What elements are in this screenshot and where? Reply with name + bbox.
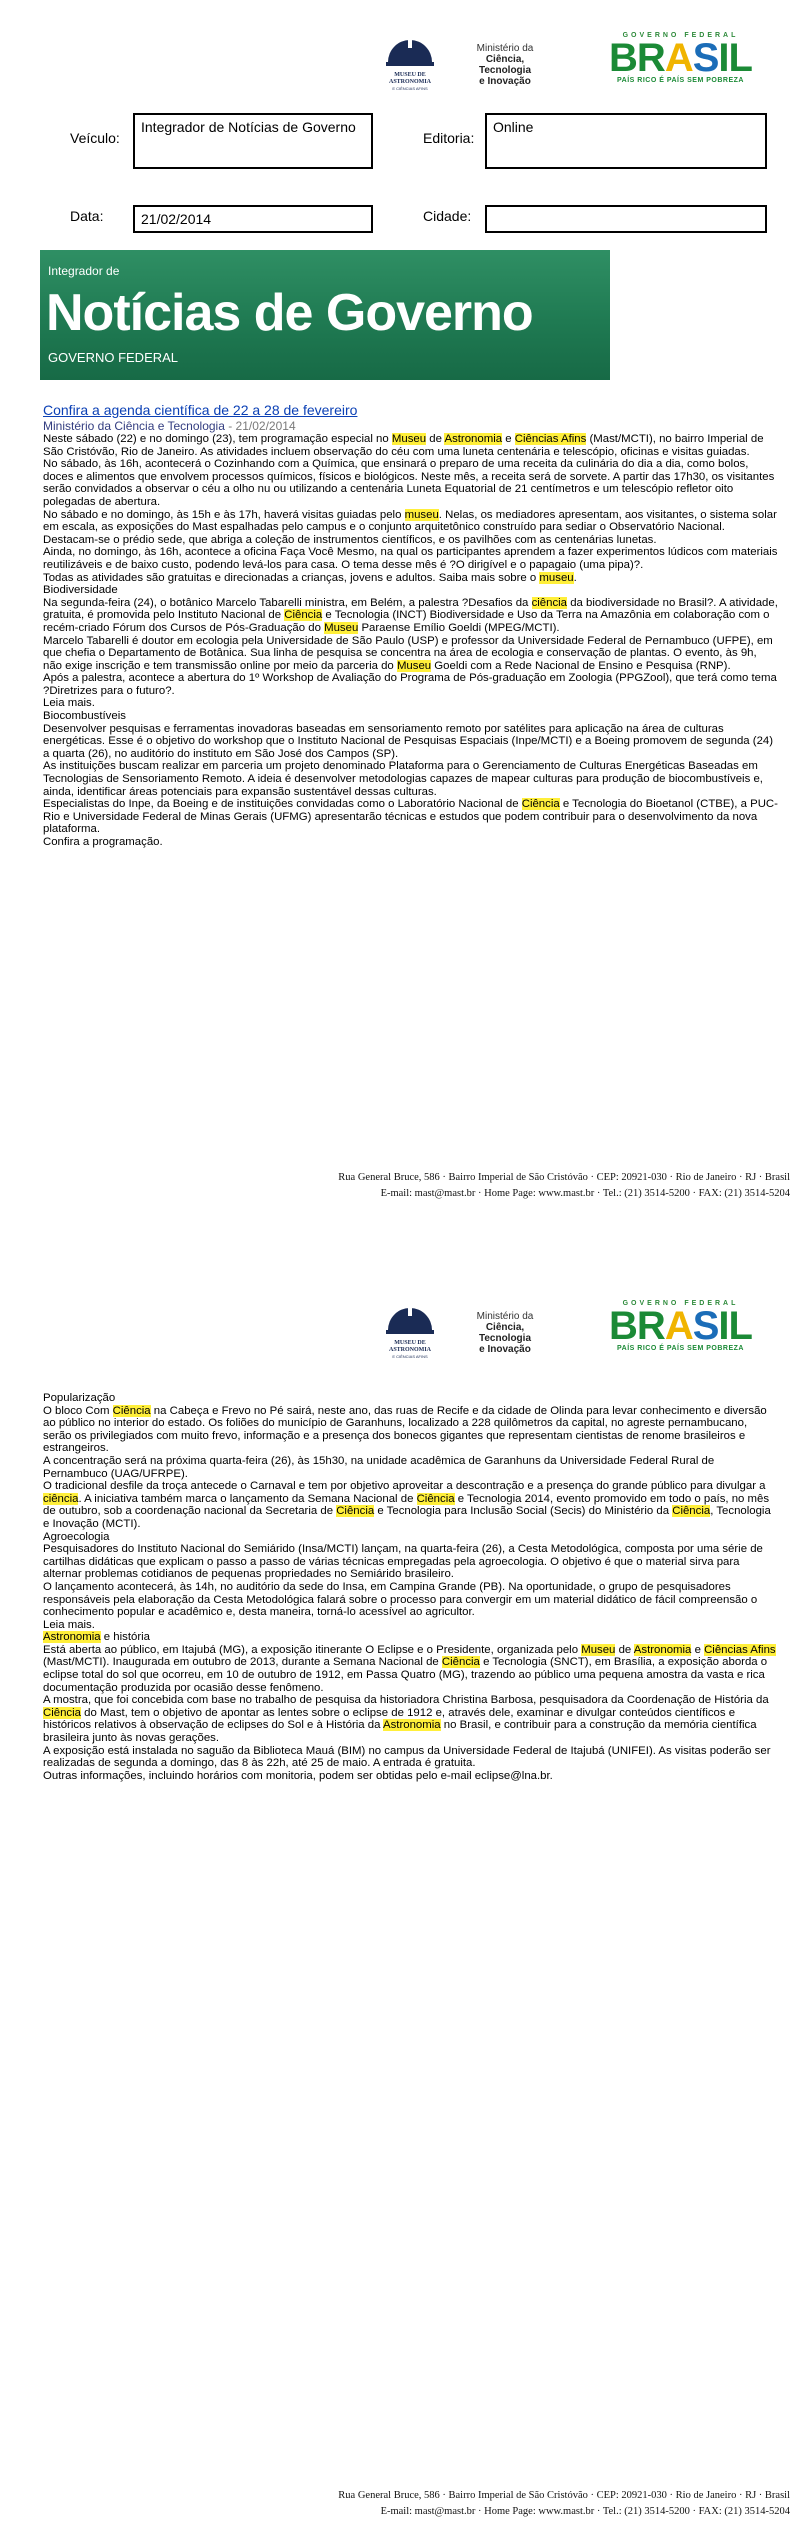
ministry-line2: Ciência, Tecnologia	[478, 54, 532, 76]
highlighted-term: ciência	[531, 596, 568, 609]
letterhead	[0, 1290, 800, 1360]
text-segment: Todas as atividades são gratuitas e direcionadas a crianças, jovens e adultos. Saiba mais sobre o	[43, 571, 540, 584]
mast-name	[378, 1340, 442, 1354]
paragraph	[43, 1770, 778, 1783]
article-page1	[43, 402, 778, 849]
ministry-line1: Ministério da	[476, 43, 534, 54]
text-segment: . A iniciativa também marca o lançamento da Semana Nacional de	[78, 1492, 417, 1505]
paragraph	[43, 1644, 778, 1694]
mast-subtitle: E CIÊNCIAS AFINS	[392, 1354, 428, 1359]
text-segment: Paraense Emílio Goeldi (MPEG/MCTI).	[358, 621, 560, 634]
paragraph	[43, 1480, 778, 1530]
mast-name-line2: ASTRONOMIA	[388, 79, 431, 85]
paragraph	[43, 1543, 778, 1581]
brasil-wordmark: BRASIL	[609, 36, 752, 80]
highlighted-term: Ciência	[112, 1404, 151, 1417]
editoria-label: Editoria:	[423, 130, 475, 146]
text-segment: .	[573, 571, 577, 584]
text-segment: Goeldi com a Rede Nacional de Ensino e Pesquisa (RNP).	[431, 659, 731, 672]
footer-line1: Rua General Bruce, 586 · Bairro Imperial de São Cristóvão · CEP: 20921-030 · Rio de Janeiro · RJ · Brasil	[338, 2490, 790, 2501]
text-segment: A concentração será na próxima quarta-feira (26), às 15h30, na unidade acadêmica de Garanhuns da Universidade Federal Rural de Pernambuco (UAG/UFRPE).	[43, 1454, 715, 1480]
text-segment: e Tecnologia (INCT) Biodiversidade e Uso da Terra na Amazônia em colaboração com o recém-criado Fórum dos Cursos de Pós-Graduação do	[43, 609, 770, 634]
highlighted-term: Museu	[396, 659, 432, 672]
footer-line2: E-mail: mast@mast.br · Home Page: www.mast.br · Tel.: (21) 3514-5200 · FAX: (21) 3514-5204	[380, 2506, 790, 2517]
paragraph	[43, 546, 778, 571]
text-segment: Desenvolver pesquisas e ferramentas inovadoras baseadas em sensoriamento remoto por satélites para aplicação na área de culturas energéticas. Esse é o objetivo do workshop que o Instituto Nacional de Pesquisas Espaciais (Inpe/MCTI) e a Boeing promovem de segunda (24) a quarta (26), no auditório do instituto em São José dos Campos (SP).	[43, 722, 774, 760]
highlighted-term: Ciências Afins	[514, 433, 587, 445]
paragraph	[43, 1745, 778, 1770]
text-segment: Especialistas do Inpe, da Boeing e de instituições convidadas como o Laboratório Nacional de	[43, 798, 522, 811]
text-segment: e história	[100, 1631, 151, 1644]
text-segment: Neste sábado (22) e no domingo (23), tem programação especial no	[43, 433, 392, 445]
highlighted-term: Museu	[324, 621, 359, 634]
text-segment: no Brasil, e contribuir para a construção da memória científica brasileira junto às novas gerações.	[43, 1719, 757, 1745]
ministry-line3: e Inovação	[479, 1344, 531, 1355]
paragraph	[43, 597, 778, 635]
text-segment: na Cabeça e Frevo no Pé sairá, neste ano, das ruas de Recife e da cidade de Olinda para levar conhecimento e diversão ao público no interior do estado. Os foliões do município de Garanhuns, localizado a 228 quilômetros da capital, no agreste pernambucano, serão os privilegiados com muito frevo, informação e a presença dos bonecos gigantes que representam cientistas de renome brasileiros e estrangeiros.	[43, 1404, 767, 1455]
highlighted-term: Ciências Afins	[704, 1643, 776, 1656]
footer-line2: E-mail: mast@mast.br · Home Page: www.mast.br · Tel.: (21) 3514-5200 · FAX: (21) 3514-5204	[380, 1188, 790, 1199]
article-page2	[43, 1392, 778, 1782]
text-segment: Popularização	[43, 1392, 116, 1404]
highlighted-term: Astronomia	[43, 1631, 101, 1644]
text-segment: Ainda, no domingo, às 16h, acontece a oficina Faça Você Mesmo, na qual os participantes aprendem a fazer experimentos lúdicos com materiais reutilizáveis e de baixo custo, podendo levá-los para casa. O tema desse mês é ?O dirigível e o papagaio (uma pipa)?.	[43, 546, 778, 571]
ministry-name	[460, 43, 550, 87]
text-segment: (Mast/MCTI). Inaugurada em outubro de 2013, durante a Semana Nacional de	[43, 1656, 442, 1669]
text-segment: da biodiversidade no Brasil?. A atividade, gratuita, é promovida pelo Instituto Nacional de	[43, 596, 778, 622]
text-segment: e	[502, 433, 515, 445]
paragraph	[43, 433, 778, 458]
paragraph	[43, 1619, 778, 1632]
cidade-field	[485, 205, 767, 233]
paragraph	[43, 1455, 778, 1480]
paragraph	[43, 1694, 778, 1744]
highlighted-term: Astronomia	[444, 433, 503, 445]
text-segment: e	[691, 1643, 705, 1656]
article-body	[43, 433, 778, 849]
text-segment: Marcelo Tabarelli é doutor em ecologia pela Universidade de São Paulo (USP) e professor da Universidade Federal de Pernambuco (UFPE), em que chefia o Departamento de Botânica. Sua linha de pesquisa se concentra na área de ecologia e conservação de plantas. O evento, às 9h, não exige inscrição e tem transmissão online por meio da parceria do	[43, 634, 773, 672]
paragraph	[43, 584, 778, 597]
paragraph	[43, 723, 778, 761]
veiculo-label: Veículo:	[70, 130, 120, 146]
mast-name-line1: MUSEU DE	[394, 1340, 426, 1346]
mast-name-line2: ASTRONOMIA	[388, 1347, 431, 1353]
ministry-line1: Ministério da	[476, 1311, 534, 1322]
paragraph	[43, 798, 778, 836]
highlighted-term: Ciência	[416, 1492, 455, 1505]
gov-top-label: GOVERNO FEDERAL	[622, 1300, 739, 1307]
highlighted-term: Astronomia	[633, 1643, 692, 1656]
cidade-label: Cidade:	[423, 208, 472, 224]
article-headline-link[interactable]: Confira a agenda científica de 22 a 28 de fevereiro	[43, 402, 358, 418]
paragraph	[43, 1392, 778, 1405]
gov-slogan: PAÍS RICO É PAÍS SEM POBREZA	[617, 1345, 744, 1352]
gov-slogan: PAÍS RICO É PAÍS SEM POBREZA	[617, 77, 744, 84]
banner-small-text: Integrador de	[48, 264, 120, 278]
paragraph	[43, 1531, 778, 1544]
highlighted-term: museu	[539, 571, 574, 584]
paragraph	[43, 760, 778, 798]
integrador-banner	[40, 250, 610, 380]
text-segment: Biodiversidade	[43, 584, 118, 597]
brasil-wordmark: BRASIL	[609, 1304, 752, 1348]
editoria-field: Online	[485, 113, 767, 169]
gov-top-label: GOVERNO FEDERAL	[622, 32, 739, 39]
text-segment: Outras informações, incluindo horários com monitoria, podem ser obtidas pelo e-mail eclipse@lna.br.	[43, 1769, 553, 1782]
text-segment: O bloco Com	[43, 1404, 113, 1417]
text-segment: de	[426, 433, 445, 445]
highlighted-term: Ciência	[521, 798, 560, 811]
text-segment: , Tecnologia e Inovação (MCTI).	[43, 1505, 771, 1530]
text-segment: No sábado, às 16h, acontecerá o Cozinhando com a Química, que ensinará o preparo de uma receita da culinária do dia a dia, como bolos, doces e alimentos que envolvem processos químicos, físicos e biológicos. Neste mês, a receita será de sorvete. A partir das 17h30, os visitantes serão convidados a observar o céu a olho nu ou utilizando a centenária Luneta Equatorial de 21 centímetros e um telescópio refletor oito polegadas de abertura.	[43, 458, 775, 508]
paragraph	[43, 710, 778, 723]
text-segment: e Tecnologia 2014, evento promovido em todo o país, no mês de outubro, sob a coordenação nacional da Secretaria de	[43, 1492, 770, 1518]
governo-federal-logo	[598, 32, 763, 92]
highlighted-term: Ciência	[441, 1656, 480, 1669]
text-segment: Na segunda-feira (24), o botânico Marcelo Tabarelli ministra, em Belém, a palestra ?Desafios da	[43, 596, 532, 609]
highlighted-term: Museu	[391, 433, 427, 445]
ministry-line2: Ciência, Tecnologia	[478, 1322, 532, 1344]
data-field: 21/02/2014	[133, 205, 373, 233]
text-segment: Leia mais.	[43, 1618, 95, 1631]
mast-subtitle: E CIÊNCIAS AFINS	[392, 86, 428, 91]
text-segment: Agroecologia	[43, 1530, 110, 1543]
text-segment: e Tecnologia (SNCT), em Brasília, a exposição aborda o eclipse total do sol que ocorreu, em 10 de outubro de 1912, em Passa Quatro (MG), trazendo ao público uma pequena amostra da vasta e rica documentação produzida por ocasião desse fenômeno.	[43, 1656, 768, 1694]
text-segment: No sábado e no domingo, às 15h e às 17h, haverá visitas guiadas pelo	[43, 508, 405, 521]
text-segment: . Nelas, os mediadores apresentam, aos visitantes, o sistema solar em escala, as exposições do Mast espalhadas pelo campus e o conjunto arquitetônico construído para sediar o Observatório Nacional. Destacam-se o prédio sede, que abriga a coleção de instrumentos científicos, e os pavilhões com as centenárias lunetas.	[43, 508, 777, 546]
text-segment: O lançamento acontecerá, às 14h, no auditório da sede do Insa, em Campina Grande (PB). Na oportunidade, o grupo de pesquisadores responsáveis pela elaboração da Cesta Metodológica falará sobre o processo para convergir em um material didático de fácil compreensão o conhecimento popular e acadêmico e, desta maneira, torná-lo acessível ao agricultor.	[43, 1580, 758, 1619]
text-segment: e Tecnologia para Inclusão Social (Secis) do Ministério da	[374, 1505, 673, 1518]
highlighted-term: Astronomia	[383, 1719, 441, 1732]
paragraph	[43, 697, 778, 710]
governo-federal-logo	[598, 1300, 763, 1360]
page-2	[0, 1270, 800, 2539]
text-segment: (Mast/MCTI), no bairro Imperial de São Cristóvão, Rio de Janeiro. As atividades incluem observação do céu com uma luneta centenária e telescópio, oficinas e visitas guiadas.	[43, 433, 764, 458]
text-segment: Pesquisadores do Instituto Nacional do Semiárido (Insa/MCTI) lançam, na quarta-feira (26), a Cesta Metodológica, composta por uma série de cartilhas didáticas que explicam o passo a passo de várias técnicas empregadas pela agroecologia. O objetivo é que o material sirva para alternar problemas cotidianos de pequenas propriedades no Semiárido brasileiro.	[43, 1543, 763, 1581]
mast-name	[378, 72, 442, 86]
text-segment: Está aberta ao público, em Itajubá (MG), a exposição itinerante O Eclipse e o Presidente, organizada pelo	[43, 1643, 582, 1656]
footer-address	[0, 1170, 790, 1202]
source-org: Ministério da Ciência e Tecnologia	[43, 419, 225, 433]
paragraph	[43, 1581, 778, 1619]
banner-gov-text: GOVERNO FEDERAL	[48, 350, 179, 365]
text-segment: A exposição está instalada no saguão da Biblioteca Mauá (BIM) no campus da Universidade Federal de Itajubá (UNIFEI). As visitas poderão ser realizadas de segunda a domingo, das 8 às 22h, até 25 de maio. A entrada é gratuita.	[43, 1744, 771, 1770]
footer-address	[0, 2488, 790, 2520]
paragraph	[43, 635, 778, 673]
text-segment: A mostra, que foi concebida com base no trabalho de pesquisa da historiadora Christina Barbosa, pesquisadora da Coordenação de História da	[43, 1694, 769, 1707]
highlighted-term: Ciência	[43, 1706, 81, 1719]
text-segment: de	[615, 1643, 634, 1656]
text-segment: O tradicional desfile da troça antecede o Carnaval e tem por objetivo aproveitar a descontração e a presença do grande público para divulgar a	[43, 1480, 766, 1493]
letterhead	[0, 22, 800, 92]
highlighted-term: Ciência	[284, 609, 323, 622]
text-segment: Leia mais.	[43, 697, 95, 710]
text-segment: e Tecnologia do Bioetanol (CTBE), a PUC-Rio e Universidade Federal de Minas Gerais (UFMG) apresentarão técnicas e estudos que podem contribuir para o desenvolvimento da nova plataforma.	[43, 798, 778, 836]
paragraph	[43, 509, 778, 547]
ministry-line3: e Inovação	[479, 76, 531, 87]
paragraph	[43, 1405, 778, 1455]
paragraph	[43, 572, 778, 585]
paragraph	[43, 672, 778, 697]
banner-title: Notícias de Governo	[46, 284, 533, 342]
article-source	[43, 419, 778, 433]
highlighted-term: Ciência	[336, 1505, 375, 1518]
mast-name-line1: MUSEU DE	[394, 72, 426, 78]
footer-line1: Rua General Bruce, 586 · Bairro Imperial de São Cristóvão · CEP: 20921-030 · Rio de Janeiro · RJ · Brasil	[338, 1172, 790, 1183]
highlighted-term: Ciência	[672, 1505, 711, 1518]
text-segment: Biocombustíveis	[43, 710, 126, 723]
highlighted-term: museu	[404, 508, 439, 521]
paragraph	[43, 458, 778, 508]
paragraph	[43, 836, 778, 849]
text-segment: Após a palestra, acontece a abertura do 1º Workshop de Avaliação do Programa de Pós-graduação em Zoologia (PPGZool), que terá como tema ?Diretrizes para o futuro?.	[43, 672, 777, 697]
highlighted-term: Museu	[581, 1643, 616, 1656]
ministry-name	[460, 1311, 550, 1355]
source-date: - 21/02/2014	[224, 419, 296, 433]
text-segment: As instituições buscam realizar em parceria um projeto denominado Plataforma para o Gerenciamento de Culturas Energéticas Baseadas em Tecnologias de Sensoriamento Remoto. A ideia é desenvolver metodologias capazes de mapear culturas para produção de biocombustíveis e, ainda, identificar áreas potenciais para expansão sustentável dessas culturas.	[43, 760, 763, 798]
data-label: Data:	[70, 208, 104, 224]
text-segment: do Mast, tem o objetivo de apontar as lentes sobre o eclipse de 1912 e, através dele, examinar e divulgar conteúdos científicos e históricos relativos à observação de eclipses do Sol e à História da	[43, 1706, 736, 1732]
article-body-continued	[43, 1392, 778, 1782]
veiculo-field: Integrador de Notícias de Governo	[133, 113, 373, 169]
highlighted-term: ciência	[43, 1492, 79, 1505]
text-segment: Confira a programação.	[43, 836, 163, 848]
paragraph	[43, 1631, 778, 1644]
